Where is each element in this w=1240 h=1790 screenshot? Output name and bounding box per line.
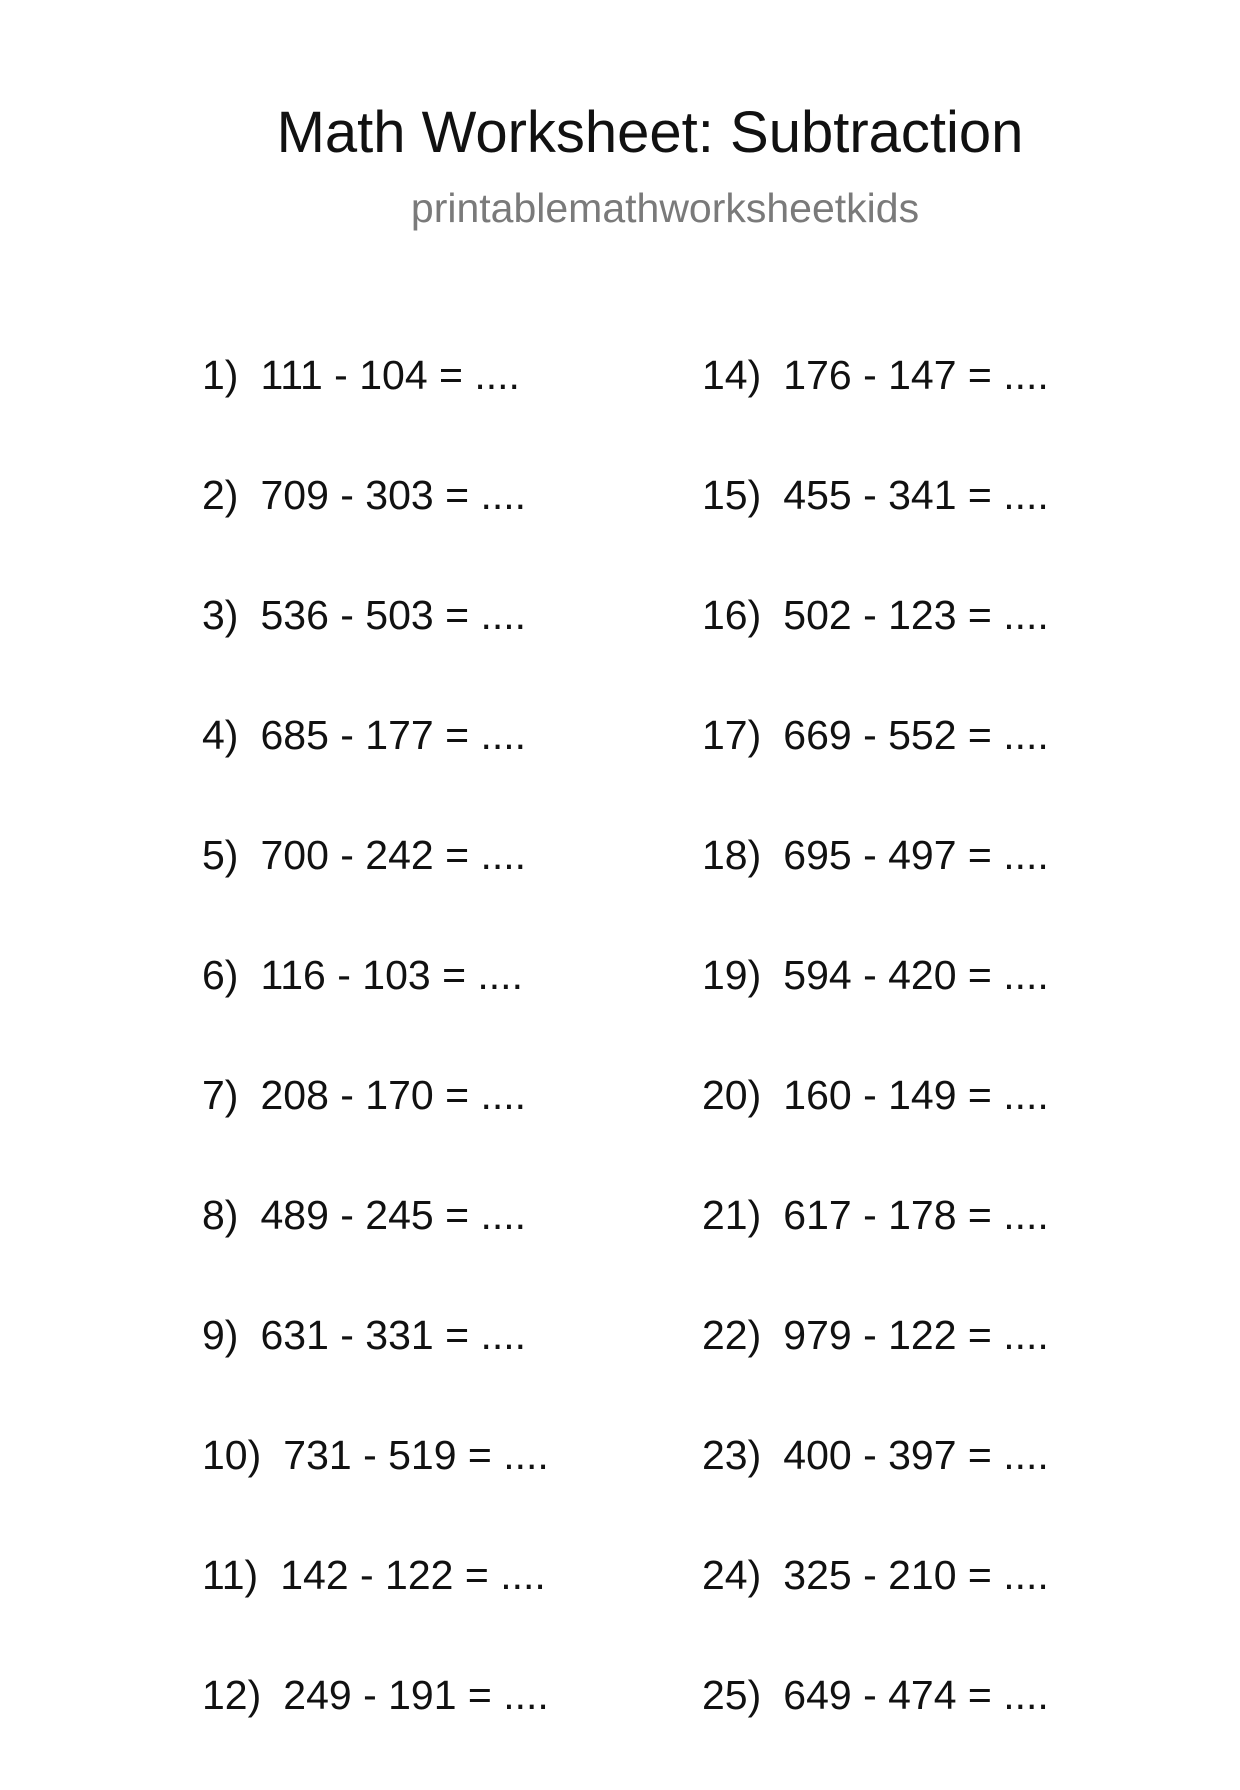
- problem-column-right: [702, 350, 1049, 1790]
- problem-number: 10): [202, 1432, 262, 1478]
- problem-expression: 176 - 147 = ....: [783, 352, 1049, 398]
- problem-20: [702, 1070, 1049, 1190]
- problem-number: 4): [202, 712, 239, 758]
- problem-number: 17): [702, 712, 762, 758]
- problem-19: [702, 950, 1049, 1070]
- problem-9: [202, 1310, 549, 1430]
- problem-expression: 695 - 497 = ....: [783, 832, 1049, 878]
- problem-11: [202, 1550, 549, 1670]
- problem-expression: 594 - 420 = ....: [783, 952, 1049, 998]
- problem-expression: 116 - 103 = ....: [260, 952, 523, 998]
- problem-6: [202, 950, 549, 1070]
- problem-number: 2): [202, 472, 239, 518]
- problem-number: 7): [202, 1072, 239, 1118]
- problem-number: 6): [202, 952, 239, 998]
- problem-8: [202, 1190, 549, 1310]
- problem-17: [702, 710, 1049, 830]
- problem-expression: 489 - 245 = ....: [260, 1192, 527, 1238]
- worksheet-source: printablemathworksheetkids: [410, 185, 920, 231]
- problem-expression: 455 - 341 = ....: [783, 472, 1049, 518]
- problem-expression: 249 - 191 = ....: [283, 1672, 549, 1718]
- problem-24: [702, 1550, 1049, 1670]
- problem-number: 1): [202, 352, 239, 398]
- problem-number: 11): [202, 1552, 259, 1598]
- problem-number: 19): [702, 952, 762, 998]
- problem-expression: 502 - 123 = ....: [783, 592, 1049, 638]
- problem-3: [202, 590, 549, 710]
- problem-expression: 536 - 503 = ....: [260, 592, 527, 638]
- problem-expression: 208 - 170 = ....: [260, 1072, 527, 1118]
- problem-expression: 160 - 149 = ....: [783, 1072, 1049, 1118]
- problem-expression: 111 - 104 = ....: [260, 352, 520, 398]
- problem-14: [702, 350, 1049, 470]
- problem-expression: 649 - 474 = ....: [783, 1672, 1049, 1718]
- problem-16: [702, 590, 1049, 710]
- problem-number: 14): [702, 352, 762, 398]
- problem-2: [202, 470, 549, 590]
- problem-22: [702, 1310, 1049, 1430]
- problem-number: 21): [702, 1192, 762, 1238]
- problem-number: 16): [702, 592, 762, 638]
- problem-expression: 669 - 552 = ....: [783, 712, 1049, 758]
- problem-number: 3): [202, 592, 239, 638]
- problem-expression: 731 - 519 = ....: [283, 1432, 549, 1478]
- problem-25: [702, 1670, 1049, 1790]
- problem-expression: 709 - 303 = ....: [260, 472, 527, 518]
- problem-number: 22): [702, 1312, 762, 1358]
- problem-expression: 685 - 177 = ....: [260, 712, 527, 758]
- problem-number: 23): [702, 1432, 762, 1478]
- problem-expression: 617 - 178 = ....: [783, 1192, 1049, 1238]
- problem-expression: 142 - 122 = ....: [280, 1552, 546, 1598]
- problem-expression: 631 - 331 = ....: [260, 1312, 527, 1358]
- problem-10: [202, 1430, 549, 1550]
- problem-expression: 700 - 242 = ....: [260, 832, 527, 878]
- worksheet-title: Math Worksheet: Subtraction: [276, 100, 1024, 165]
- problem-18: [702, 830, 1049, 950]
- problem-21: [702, 1190, 1049, 1310]
- problem-number: 5): [202, 832, 239, 878]
- problem-1: [202, 350, 549, 470]
- problem-number: 18): [702, 832, 762, 878]
- problem-number: 15): [702, 472, 762, 518]
- problem-12: [202, 1670, 549, 1790]
- problem-column-left: [202, 350, 549, 1790]
- problem-4: [202, 710, 549, 830]
- problem-expression: 400 - 397 = ....: [783, 1432, 1049, 1478]
- problem-7: [202, 1070, 549, 1190]
- problem-number: 9): [202, 1312, 239, 1358]
- problem-number: 20): [702, 1072, 762, 1118]
- problem-5: [202, 830, 549, 950]
- problem-23: [702, 1430, 1049, 1550]
- problem-expression: 325 - 210 = ....: [783, 1552, 1049, 1598]
- problem-number: 8): [202, 1192, 239, 1238]
- problem-expression: 979 - 122 = ....: [783, 1312, 1049, 1358]
- problem-number: 25): [702, 1672, 762, 1718]
- problem-number: 24): [702, 1552, 762, 1598]
- problem-number: 12): [202, 1672, 262, 1718]
- problem-15: [702, 470, 1049, 590]
